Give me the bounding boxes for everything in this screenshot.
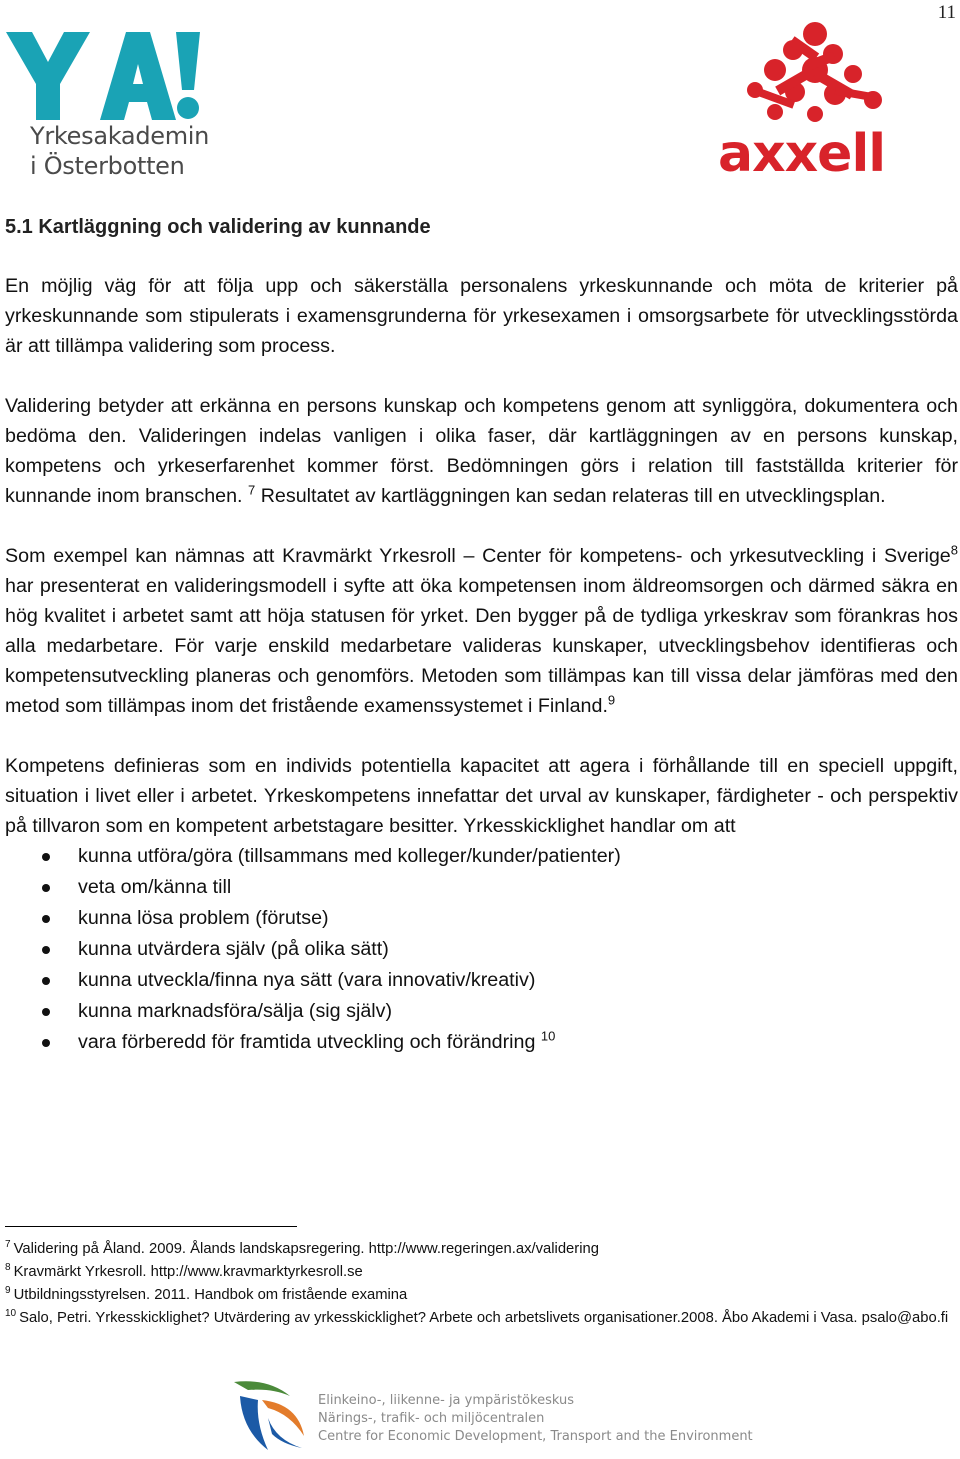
document-body bbox=[5, 212, 958, 1058]
footnotes bbox=[5, 1238, 955, 1330]
list-item-text: veta om/känna till bbox=[78, 876, 232, 898]
list-item bbox=[5, 903, 958, 934]
bullet-dot-icon bbox=[42, 1039, 50, 1047]
bullet-dot-icon bbox=[42, 853, 50, 861]
list-item bbox=[5, 934, 958, 965]
ely-line-en: Centre for Economic Development, Transport and the Environment bbox=[318, 1429, 753, 1444]
bullet-list bbox=[5, 841, 958, 1058]
ya-logo-line1: Yrkesakademin bbox=[30, 122, 210, 150]
list-item-text: kunna utföra/göra (tillsammans med kolleger/kunder/patienter) bbox=[78, 845, 621, 867]
list-item-text: kunna utveckla/finna nya sätt (vara innovativ/kreativ) bbox=[78, 969, 536, 991]
list-item bbox=[5, 965, 958, 996]
list-item bbox=[5, 996, 958, 1027]
list-item bbox=[5, 1027, 958, 1058]
footnote-number: 7 bbox=[5, 1239, 11, 1251]
list-item-text: kunna marknadsföra/sälja (sig själv) bbox=[78, 1000, 393, 1022]
footnote-ref-10[interactable]: 10 bbox=[540, 1028, 556, 1044]
footnote-ref-7[interactable]: 7 bbox=[248, 482, 256, 498]
paragraph-exempel-text-2: har presenterat en valideringsmodell i syfte att öka kompetensen inom äldreomsorgen och därmed säkra en hög kvalitet i arbetet samt att höja statusen för yrket. Den bygger på de tydliga yrkeskrav som förankras hos alla medarbetare. För varje enskild medarbetare valideras kunskaper, utvecklingsbehov identifieras och kompetensutveckling planeras och genomförs. Metoden som tillämpas kan till vissa delar jämföras med den metod som tillämpas inom det fristående examenssystemet i Finland. bbox=[5, 575, 958, 717]
paragraph-exempel-text: Som exempel kan nämnas att Kravmärkt Yrkesroll – Center för kompetens- och yrkesutveckling i Sverige bbox=[5, 545, 951, 567]
axxell-wordmark: axxell bbox=[718, 124, 886, 184]
list-item-text: vara förberedd för framtida utveckling och förändring bbox=[78, 1031, 536, 1053]
page-number: 11 bbox=[937, 2, 956, 23]
footnote-text: Validering på Åland. 2009. Ålands landskapsregering. http://www.regeringen.ax/validering bbox=[13, 1241, 599, 1257]
footnote-8 bbox=[5, 1261, 955, 1284]
footnote-7 bbox=[5, 1238, 955, 1261]
ya-logo-line2: i Österbotten bbox=[30, 152, 185, 180]
footnote-number: 9 bbox=[5, 1285, 11, 1297]
paragraph-validering-text-2: Resultatet av kartläggningen kan sedan relateras till en utvecklingsplan. bbox=[255, 485, 886, 507]
list-item bbox=[5, 872, 958, 903]
paragraph-validering bbox=[5, 391, 958, 511]
list-item-text: kunna lösa problem (förutse) bbox=[78, 907, 329, 929]
ely-centre-text bbox=[318, 1392, 753, 1446]
bullet-dot-icon bbox=[42, 977, 50, 985]
section-heading: 5.1 Kartläggning och validering av kunnande bbox=[5, 216, 431, 238]
footnote-divider bbox=[5, 1226, 297, 1227]
footnote-ref-8[interactable]: 8 bbox=[950, 542, 958, 558]
paragraph-validering-text: Validering betyder att erkänna en persons kunskap och kompetens genom att synliggöra, dokumentera och bedöma den. Valideringen indelas vanligen i olika faser, där kartläggningen av en persons kunskap, kompetens och yrkeserfarenhet kommer först. Bedömningen görs i relation till fastställda kriterier för kunnande inom branschen. bbox=[5, 395, 958, 507]
bullet-dot-icon bbox=[42, 1008, 50, 1016]
bullet-dot-icon bbox=[42, 915, 50, 923]
bullet-dot-icon bbox=[42, 884, 50, 892]
paragraph-kompetens: Kompetens definieras som en individs potentiella kapacitet att agera i förhållande till en speciell uppgift, situation i livet eller i arbetet. Yrkeskompetens innefattar det urval av kunskaper, färdigheter - och perspektiv på tillvaron som en kompetent arbetstagare besitter. Yrkesskicklighet handlar om att bbox=[5, 755, 958, 837]
footnote-text: Salo, Petri. Yrkesskicklighet? Utvärdering av yrkesskicklighet? Arbete och arbetslivets organisationer.2008. Åbo Akademi i Vasa. psalo@abo.fi bbox=[19, 1310, 949, 1326]
list-item-text: kunna utvärdera själv (på olika sätt) bbox=[78, 938, 389, 960]
footnote-text: Kravmärkt Yrkesroll. http://www.kravmarktyrkesroll.se bbox=[13, 1264, 363, 1280]
ely-line-sv: Närings-, trafik- och miljöcentralen bbox=[318, 1411, 545, 1426]
footnote-number: 8 bbox=[5, 1262, 11, 1274]
footnote-text: Utbildningsstyrelsen. 2011. Handbok om fristående examina bbox=[13, 1287, 408, 1303]
paragraph-intro: En möjlig väg för att följa upp och säkerställa personalens yrkeskunnande och möta de kriterier på yrkeskunnande som stipulerats i examensgrunderna för yrkesexamen i omsorgsarbete för utvecklingsstörda är att tillämpa validering som process. bbox=[5, 275, 958, 357]
ely-line-fi: Elinkeino-, liikenne- ja ympäristökeskus bbox=[318, 1393, 574, 1408]
footnote-9 bbox=[5, 1284, 955, 1307]
paragraph-exempel bbox=[5, 541, 958, 721]
footnote-ref-9[interactable]: 9 bbox=[607, 692, 616, 708]
bullet-dot-icon bbox=[42, 946, 50, 954]
footnote-number: 10 bbox=[5, 1308, 17, 1320]
footnote-10 bbox=[5, 1307, 955, 1330]
list-item bbox=[5, 841, 958, 872]
